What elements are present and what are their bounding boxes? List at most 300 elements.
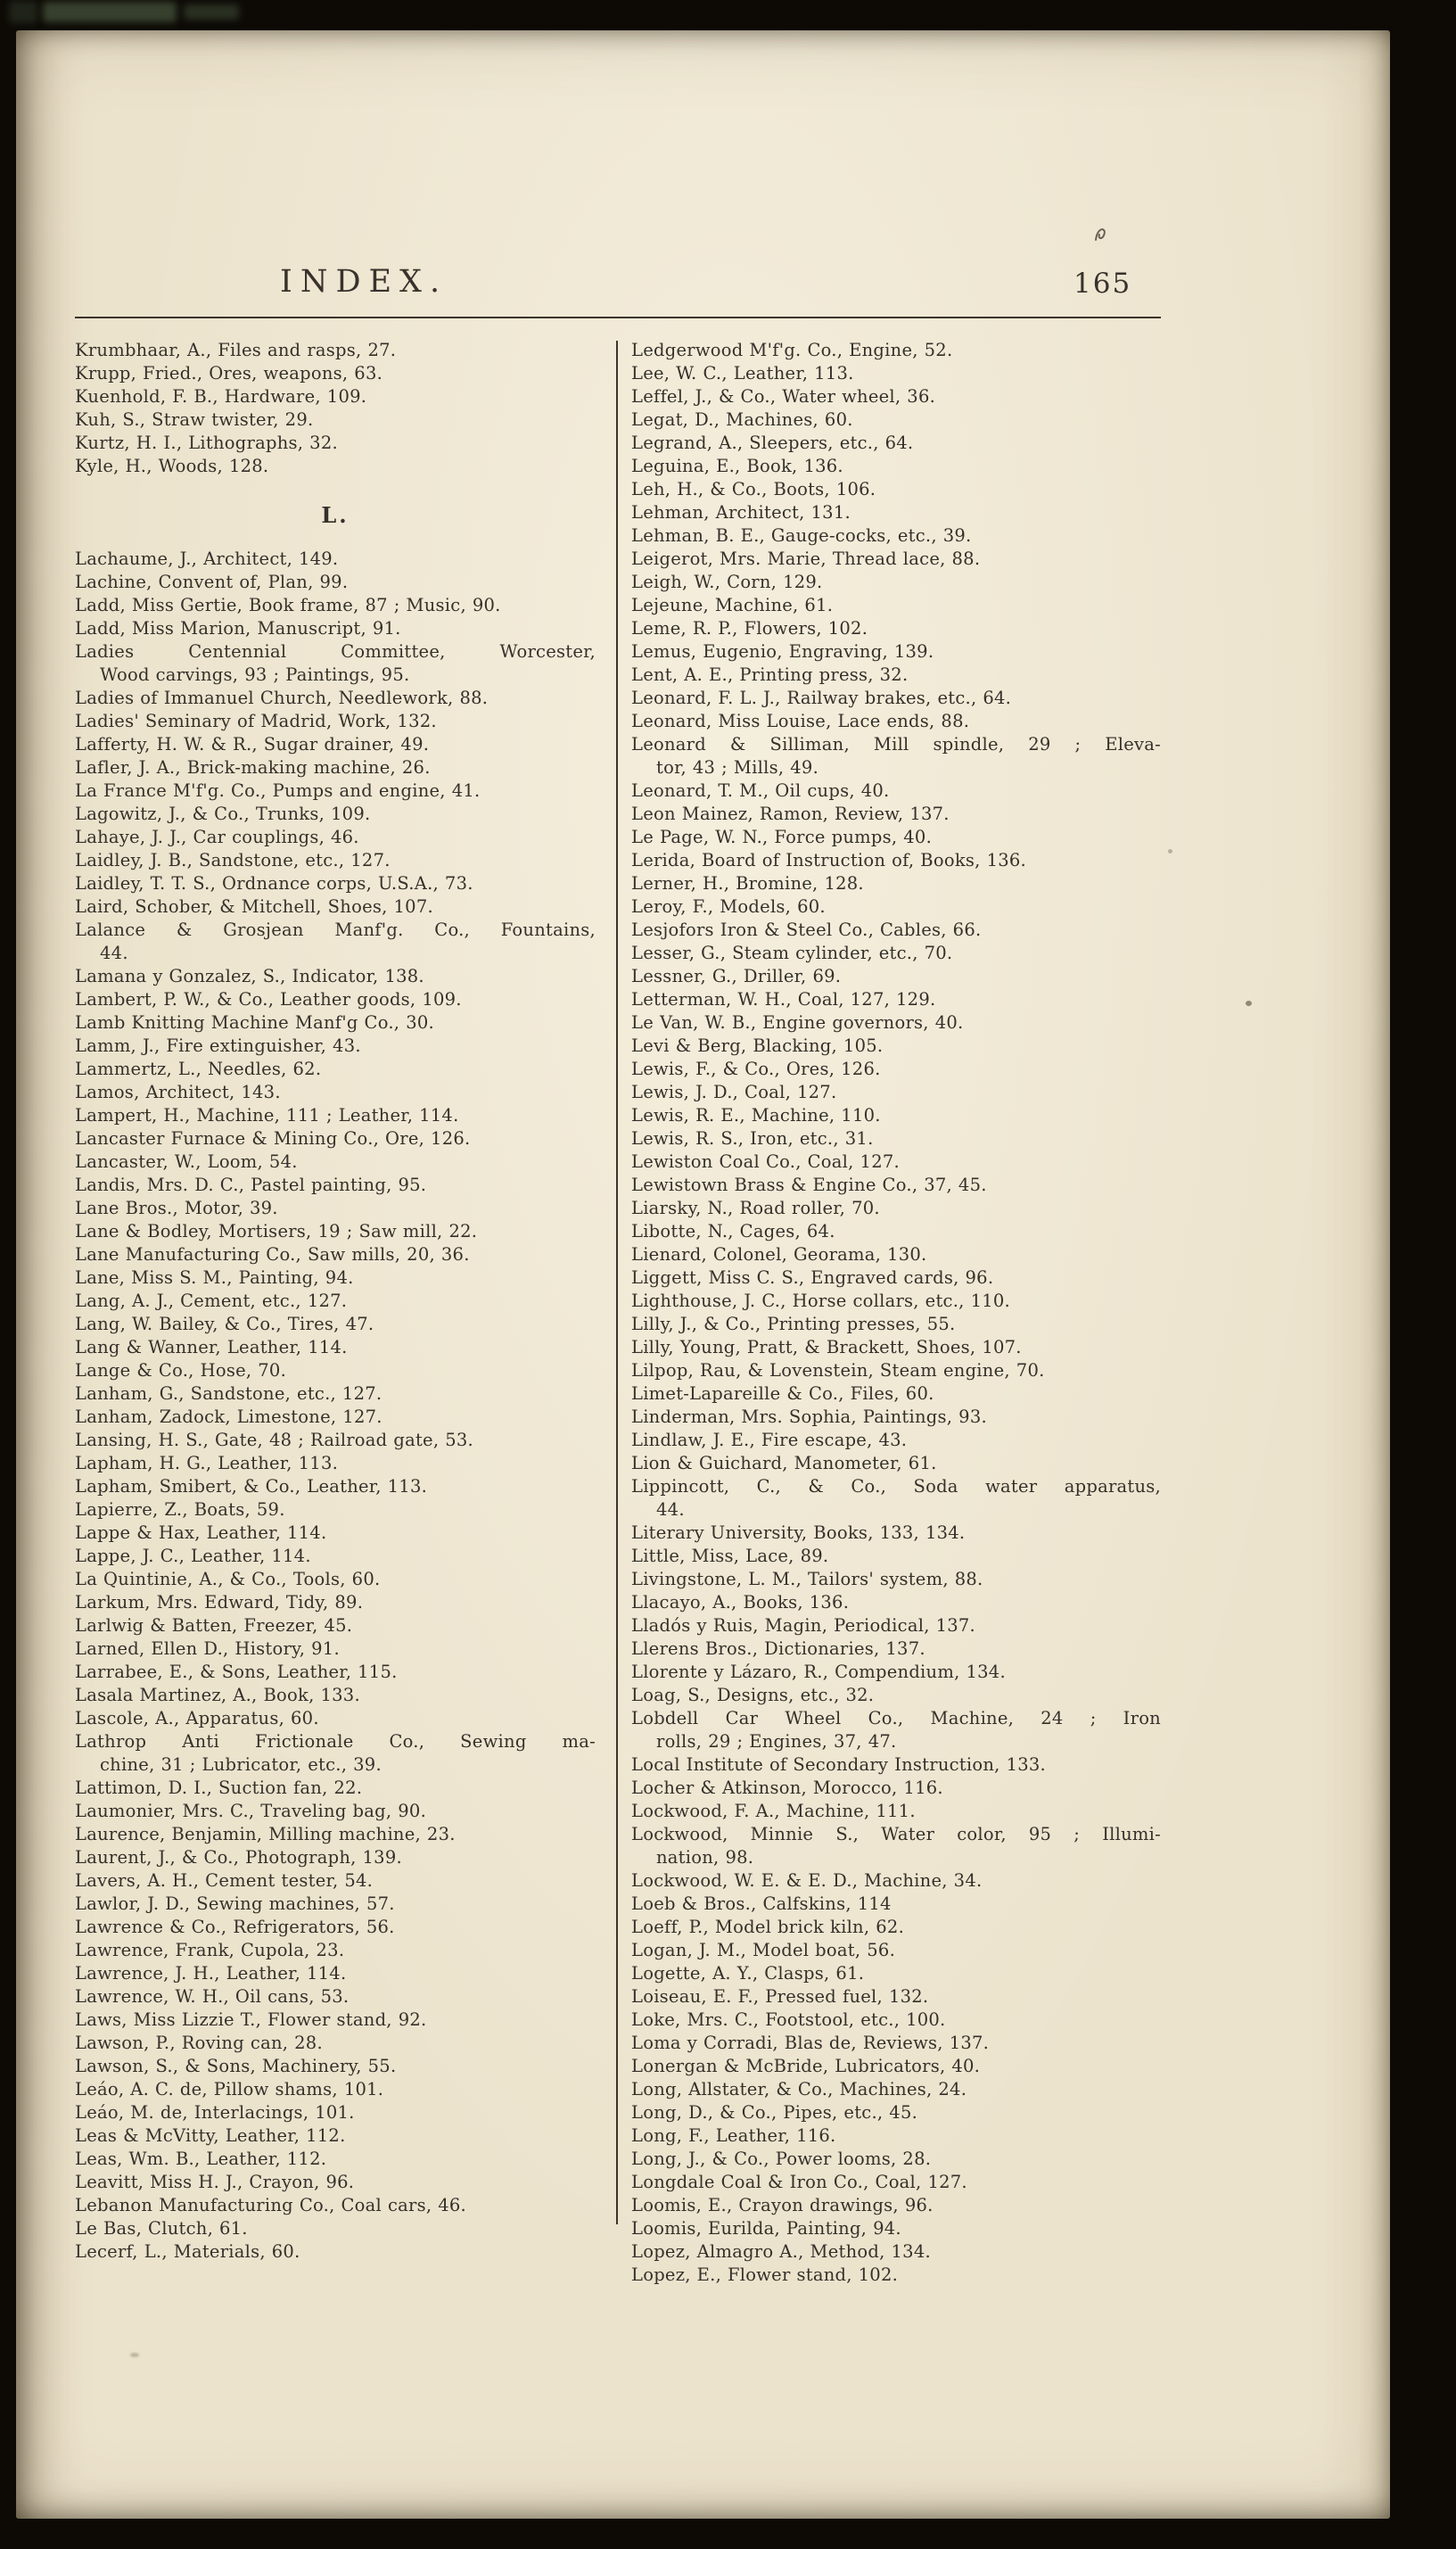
index-entry	[75, 756, 596, 780]
index-entry	[631, 1522, 1161, 1545]
index-entry-line: Lewis, F., & Co., Ores, 126.	[631, 1059, 881, 1079]
index-entry-line: Long, D., & Co., Pipes, etc., 45.	[631, 2102, 918, 2123]
index-entry-line: Lilly, J., & Co., Printing presses, 55.	[631, 1314, 956, 1334]
header-rule	[75, 317, 1161, 318]
index-entry-line: Le Page, W. N., Force pumps, 40.	[631, 827, 933, 847]
index-column-left	[75, 339, 596, 2264]
index-entry	[631, 1823, 1161, 1869]
index-entry-line: Lockwood, F. A., Machine, 111.	[631, 1801, 916, 1821]
index-entry-line: Laird, Schober, & Mitchell, Shoes, 107.	[75, 896, 433, 917]
index-entry-line: Lanham, G., Sandstone, etc., 127.	[75, 1383, 383, 1404]
index-entry-line: Lewis, R. E., Machine, 110.	[631, 1105, 881, 1126]
index-entry-line: Kurtz, H. I., Lithographs, 32.	[75, 433, 338, 453]
index-entry-line: Lawrence, J. H., Leather, 114.	[75, 1963, 347, 1984]
index-entry	[75, 1985, 596, 2009]
index-entries-l-left	[75, 548, 596, 2264]
index-entry	[75, 2217, 596, 2240]
index-entry-line: Llerens Bros., Dictionaries, 137.	[631, 1638, 925, 1659]
index-entry	[75, 1661, 596, 1684]
index-entry	[631, 362, 1161, 385]
index-entry-line: Long, J., & Co., Power looms, 28.	[631, 2149, 932, 2169]
index-entry-line: Lawrence & Co., Refrigerators, 56.	[75, 1917, 395, 1937]
index-entry	[75, 2078, 596, 2101]
index-entry-line: Lapham, Smibert, & Co., Leather, 113.	[75, 1476, 428, 1497]
index-entry	[631, 733, 1161, 780]
index-entry-line: Lindlaw, J. E., Fire escape, 43.	[631, 1430, 908, 1450]
index-entry	[75, 1637, 596, 1661]
index-entry-line: Liarsky, N., Road roller, 70.	[631, 1198, 880, 1218]
index-entry	[631, 1893, 1161, 1916]
index-entry-line: Lancaster Furnace & Mining Co., Ore, 126.	[75, 1128, 471, 1149]
index-entry-line: Lascole, A., Apparatus, 60.	[75, 1708, 319, 1728]
paper-speck	[1246, 1001, 1252, 1006]
index-entry	[75, 1313, 596, 1336]
index-entry-line: Loiseau, E. F., Pressed fuel, 132.	[631, 1986, 929, 2007]
index-entry-line: Letterman, W. H., Coal, 127, 129.	[631, 989, 936, 1010]
index-entry-line: Ladd, Miss Marion, Manuscript, 91.	[75, 618, 401, 639]
index-entry	[75, 1846, 596, 1869]
index-entry	[631, 1313, 1161, 1336]
index-entry	[631, 1614, 1161, 1637]
index-entry	[75, 1707, 596, 1730]
index-entry-line: Lancaster, W., Loom, 54.	[75, 1151, 298, 1172]
index-entry-line: Kyle, H., Woods, 128.	[75, 456, 269, 476]
index-entry	[631, 524, 1161, 548]
index-entry	[631, 1800, 1161, 1823]
index-entry-line: Local Institute of Secondary Instruction, 133.	[631, 1754, 1046, 1775]
index-entry	[75, 455, 596, 478]
index-entry-line: Wood carvings, 93 ; Paintings, 95.	[100, 664, 410, 685]
index-entry	[75, 1127, 596, 1151]
index-entry-line: Lappe, J. C., Leather, 114.	[75, 1546, 311, 1566]
index-entry-line: Le Bas, Clutch, 61.	[75, 2218, 248, 2239]
index-entry	[75, 2009, 596, 2032]
index-entry	[631, 1266, 1161, 1290]
index-entry-line: Lasala Martinez, A., Book, 133.	[75, 1685, 360, 1705]
index-entry-line: Leonard & Silliman, Mill spindle, 29 ; Eleva-	[631, 734, 1161, 755]
index-entry-line: Levi & Berg, Blacking, 105.	[631, 1035, 884, 1056]
index-entry-line: Lobdell Car Wheel Co., Machine, 24 ; Iron	[631, 1708, 1161, 1728]
index-entry	[631, 1220, 1161, 1243]
index-entry-line: Leas & McVitty, Leather, 112.	[75, 2125, 346, 2146]
index-entry	[631, 1035, 1161, 1058]
index-entry	[631, 710, 1161, 733]
index-entry	[75, 1035, 596, 1058]
index-entry-line: Lawlor, J. D., Sewing machines, 57.	[75, 1893, 395, 1914]
index-entry-line: Larkum, Mrs. Edward, Tidy, 89.	[75, 1592, 364, 1613]
index-entry	[631, 1290, 1161, 1313]
index-entry	[631, 1568, 1161, 1591]
index-entry-line: Lent, A. E., Printing press, 32.	[631, 664, 909, 685]
index-entry	[631, 2032, 1161, 2055]
index-entry	[75, 432, 596, 455]
index-entry	[75, 687, 596, 710]
index-entry	[75, 965, 596, 988]
index-entry-line: Little, Miss, Lace, 89.	[631, 1546, 829, 1566]
index-entry-line: Lange & Co., Hose, 70.	[75, 1360, 287, 1381]
index-entry-line: Locher & Atkinson, Morocco, 116.	[631, 1778, 943, 1798]
index-entry-line: Leas, Wm. B., Leather, 112.	[75, 2149, 327, 2169]
page-title: INDEX.	[280, 264, 448, 300]
index-entry	[631, 1916, 1161, 1939]
index-entry-line: Lee, W. C., Leather, 113.	[631, 363, 854, 384]
index-entry-line: Lippincott, C., & Co., Soda water apparatus,	[631, 1476, 1161, 1497]
index-entry-line: Lamos, Architect, 143.	[75, 1082, 281, 1102]
index-entry-line: Lesser, G., Steam cylinder, etc., 70.	[631, 943, 953, 963]
index-entry-line: Lonergan & McBride, Lubricators, 40.	[631, 2056, 981, 2076]
index-entry-line: Linderman, Mrs. Sophia, Paintings, 93.	[631, 1406, 987, 1427]
index-entry	[75, 1591, 596, 1614]
index-entry	[75, 1916, 596, 1939]
index-entry	[75, 617, 596, 640]
index-entry-line: Leáo, M. de, Interlacings, 101.	[75, 2102, 355, 2123]
index-column-right	[631, 339, 1161, 2287]
index-entry	[631, 2217, 1161, 2240]
index-entry-line: Lapierre, Z., Boats, 59.	[75, 1499, 285, 1520]
index-entry-line: Llacayo, A., Books, 136.	[631, 1592, 850, 1613]
index-entry-line: Loke, Mrs. C., Footstool, etc., 100.	[631, 2009, 946, 2030]
index-entry	[631, 2194, 1161, 2217]
index-entry-line: Lopez, Almagro A., Method, 134.	[631, 2241, 931, 2262]
index-entry	[75, 1777, 596, 1800]
paper-speck	[130, 2353, 139, 2357]
index-entry-line: Lawrence, Frank, Cupola, 23.	[75, 1940, 345, 1960]
index-entry-line: Literary University, Books, 133, 134.	[631, 1522, 966, 1543]
index-entry-line: Lewis, J. D., Coal, 127.	[631, 1082, 837, 1102]
index-entry-line: Lagowitz, J., & Co., Trunks, 109.	[75, 804, 371, 824]
index-entry-line: Leigh, W., Corn, 129.	[631, 572, 823, 592]
index-entry	[631, 1429, 1161, 1452]
index-entry-line: Lane, Miss S. M., Painting, 94.	[75, 1267, 354, 1288]
index-entry-line: Lewis, R. S., Iron, etc., 31.	[631, 1128, 874, 1149]
index-entry	[75, 1522, 596, 1545]
index-entry	[631, 1382, 1161, 1406]
index-entry	[75, 895, 596, 919]
index-entry-line: Landis, Mrs. D. C., Pastel painting, 95.	[75, 1175, 427, 1195]
index-entry-line: Logette, A. Y., Clasps, 61.	[631, 1963, 865, 1984]
index-entry-line: Lamm, J., Fire extinguisher, 43.	[75, 1035, 361, 1056]
index-entry-line: Laidley, T. T. S., Ordnance corps, U.S.A., 73.	[75, 873, 473, 894]
index-entry-line: Loeff, P., Model brick kiln, 62.	[631, 1917, 905, 1937]
index-entry	[75, 1220, 596, 1243]
index-entry	[631, 1011, 1161, 1035]
index-entry-line: Lecerf, L., Materials, 60.	[75, 2241, 300, 2262]
index-entry	[631, 339, 1161, 362]
index-entry-line: Lemus, Eugenio, Engraving, 139.	[631, 641, 934, 662]
print-through-smudge	[9, 1, 37, 23]
index-entry	[75, 1058, 596, 1081]
index-entry-line: Lilpop, Rau, & Lovenstein, Steam engine, 70.	[631, 1360, 1045, 1381]
index-entry-line: Lammertz, L., Needles, 62.	[75, 1059, 322, 1079]
index-entry	[631, 1081, 1161, 1104]
index-entry	[75, 1081, 596, 1104]
index-entry-line: Lerner, H., Bromine, 128.	[631, 873, 864, 894]
index-entry	[631, 2148, 1161, 2171]
index-entry-line: Legrand, A., Sleepers, etc., 64.	[631, 433, 914, 453]
index-entry	[75, 1498, 596, 1522]
index-entry	[75, 733, 596, 756]
index-entry-line: Lejeune, Machine, 61.	[631, 595, 834, 615]
index-entry	[75, 2148, 596, 2171]
index-entry	[631, 664, 1161, 687]
index-entry	[631, 872, 1161, 895]
index-entry-line: Lockwood, W. E. & E. D., Machine, 34.	[631, 1870, 983, 1891]
index-entry-line: Larrabee, E., & Sons, Leather, 115.	[75, 1662, 398, 1682]
index-entry-line: Lamb Knitting Machine Manf'g Co., 30.	[75, 1012, 434, 1033]
index-entry-line: Laidley, J. B., Sandstone, etc., 127.	[75, 850, 391, 870]
index-entry-line: Lalance & Grosjean Manf'g. Co., Fountains,	[75, 920, 596, 940]
index-entry	[75, 2124, 596, 2148]
index-entry-line: Lambert, P. W., & Co., Leather goods, 109.	[75, 989, 462, 1010]
index-entry	[631, 895, 1161, 919]
index-entries-l-right	[631, 339, 1161, 2287]
index-entry-line: Ladies of Immanuel Church, Needlework, 88.	[75, 688, 489, 708]
index-entry	[75, 826, 596, 849]
index-entry	[75, 1243, 596, 1266]
index-entry	[631, 1684, 1161, 1707]
index-entry	[75, 872, 596, 895]
index-entry-line: Limet-Lapareille & Co., Files, 60.	[631, 1383, 934, 1404]
index-entry-line: Leigerot, Mrs. Marie, Thread lace, 88.	[631, 549, 981, 569]
index-entry	[631, 1151, 1161, 1174]
index-entry-line: Lane Bros., Motor, 39.	[75, 1198, 278, 1218]
index-entry	[631, 1545, 1161, 1568]
index-entry-line: Loomis, E., Crayon drawings, 96.	[631, 2195, 934, 2215]
index-entry	[75, 710, 596, 733]
index-entry	[75, 1197, 596, 1220]
section-heading-l: L.	[321, 502, 350, 528]
index-entry-line: Lang, W. Bailey, & Co., Tires, 47.	[75, 1314, 374, 1334]
index-entry	[75, 1011, 596, 1035]
index-entry-line: Laumonier, Mrs. C., Traveling bag, 90.	[75, 1801, 427, 1821]
index-entry	[75, 1336, 596, 1359]
index-entry	[631, 1336, 1161, 1359]
index-entry-line: Livingstone, L. M., Tailors' system, 88.	[631, 1569, 983, 1589]
index-entry	[75, 1359, 596, 1382]
index-entry-line: Leme, R. P., Flowers, 102.	[631, 618, 868, 639]
index-entry-line: Long, F., Leather, 116.	[631, 2125, 836, 2146]
index-entry-line: Leh, H., & Co., Boots, 106.	[631, 479, 876, 499]
index-entry-line: Kuenhold, F. B., Hardware, 109.	[75, 386, 367, 407]
index-entry	[631, 965, 1161, 988]
index-entry	[631, 1637, 1161, 1661]
index-entry	[631, 478, 1161, 501]
index-entry	[631, 1707, 1161, 1753]
index-entry	[631, 455, 1161, 478]
index-entry	[75, 1266, 596, 1290]
index-entry	[631, 988, 1161, 1011]
index-entry	[75, 988, 596, 1011]
index-entry	[75, 803, 596, 826]
index-entry	[75, 2240, 596, 2264]
index-entry	[631, 2171, 1161, 2194]
index-entry-line: Lang, A. J., Cement, etc., 127.	[75, 1291, 348, 1311]
index-entry	[75, 362, 596, 385]
index-entry-line: 44.	[100, 943, 128, 963]
index-entry-line: Lane & Bodley, Mortisers, 19 ; Saw mill, 22.	[75, 1221, 478, 1242]
index-entry-line: Libotte, N., Cages, 64.	[631, 1221, 835, 1242]
index-entry	[75, 1614, 596, 1637]
index-entry	[631, 640, 1161, 664]
index-entry	[75, 1151, 596, 1174]
index-entry-line: Legat, D., Machines, 60.	[631, 409, 853, 430]
index-entry	[631, 1777, 1161, 1800]
index-entry	[631, 1591, 1161, 1614]
index-entry	[75, 1800, 596, 1823]
index-entry-line: Lienard, Colonel, Georama, 130.	[631, 1244, 927, 1265]
index-entry	[75, 919, 596, 965]
index-entry	[75, 1104, 596, 1127]
index-entry-line: Laurence, Benjamin, Milling machine, 23.	[75, 1824, 456, 1844]
index-entry-line: Long, Allstater, & Co., Machines, 24.	[631, 2079, 967, 2099]
index-entry-line: Longdale Coal & Iron Co., Coal, 127.	[631, 2172, 967, 2192]
index-entry	[631, 1174, 1161, 1197]
index-entry-line: Ladies Centennial Committee, Worcester,	[75, 641, 596, 662]
index-entry-line: Lebanon Manufacturing Co., Coal cars, 46.	[75, 2195, 466, 2215]
index-entry	[75, 1290, 596, 1313]
index-entry	[631, 942, 1161, 965]
index-entry-line: Lilly, Young, Pratt, & Brackett, Shoes, 107.	[631, 1337, 1022, 1357]
index-entry-line: La France M'f'g. Co., Pumps and engine, 41.	[75, 780, 481, 801]
index-entry-line: chine, 31 ; Lubricator, etc., 39.	[100, 1754, 382, 1775]
index-entry-line: Krupp, Fried., Ores, weapons, 63.	[75, 363, 383, 384]
index-entry-line: Lansing, H. S., Gate, 48 ; Railroad gate, 53.	[75, 1430, 473, 1450]
index-entry-line: Lawson, P., Roving can, 28.	[75, 2033, 323, 2053]
index-entry-line: Liggett, Miss C. S., Engraved cards, 96.	[631, 1267, 994, 1288]
index-entry	[75, 594, 596, 617]
index-entry	[631, 2101, 1161, 2124]
index-entry-line: Lopez, E., Flower stand, 102.	[631, 2264, 899, 2285]
page-number: 165	[1073, 268, 1132, 300]
index-entry-line: Leáo, A. C. de, Pillow shams, 101.	[75, 2079, 384, 2099]
index-entry-line: Lawson, S., & Sons, Machinery, 55.	[75, 2056, 397, 2076]
index-entry-line: Lafler, J. A., Brick-making machine, 26.	[75, 757, 431, 778]
index-entry-line: Lampert, H., Machine, 111 ; Leather, 114.	[75, 1105, 459, 1126]
index-entry	[631, 385, 1161, 408]
index-entry-line: Lachaume, J., Architect, 149.	[75, 549, 339, 569]
index-entry	[631, 919, 1161, 942]
index-entry	[75, 1406, 596, 1429]
index-entry	[75, 1823, 596, 1846]
index-entry	[631, 1939, 1161, 1962]
index-entry	[75, 780, 596, 803]
index-entry-line: Lion & Guichard, Manometer, 61.	[631, 1453, 937, 1473]
index-entry-line: Lerida, Board of Instruction of, Books, 136.	[631, 850, 1026, 870]
index-entry	[75, 1939, 596, 1962]
index-entry	[75, 1475, 596, 1498]
index-entry	[631, 849, 1161, 872]
index-entry-line: Lewistown Brass & Engine Co., 37, 45.	[631, 1175, 987, 1195]
index-entry-line: Lamana y Gonzalez, S., Indicator, 138.	[75, 966, 424, 986]
index-entry-line: Lessner, G., Driller, 69.	[631, 966, 842, 986]
index-entry	[631, 501, 1161, 524]
index-entry	[631, 2009, 1161, 2032]
index-entry-line: Lane Manufacturing Co., Saw mills, 20, 36.	[75, 1244, 470, 1265]
index-entry-line: Lehman, B. E., Gauge-cocks, etc., 39.	[631, 525, 972, 546]
index-entry	[631, 2264, 1161, 2287]
index-entry-line: Lockwood, Minnie S., Water color, 95 ; Illumi-	[631, 1824, 1161, 1844]
index-entry-line: Lapham, H. G., Leather, 113.	[75, 1453, 339, 1473]
index-entry	[75, 408, 596, 432]
index-entry	[631, 1985, 1161, 2009]
index-entry-line: rolls, 29 ; Engines, 37, 47.	[656, 1731, 897, 1752]
index-entry	[75, 2194, 596, 2217]
index-entry	[631, 617, 1161, 640]
print-through-smudge	[43, 2, 177, 22]
index-entries-k	[75, 339, 596, 478]
index-entry-line: tor, 43 ; Mills, 49.	[656, 757, 819, 778]
index-entry	[631, 408, 1161, 432]
index-entry	[631, 687, 1161, 710]
index-entry-line: Leguina, E., Book, 136.	[631, 456, 843, 476]
index-entry	[75, 385, 596, 408]
index-entry	[631, 1452, 1161, 1475]
index-entry	[75, 1869, 596, 1893]
index-entry-line: Ladies' Seminary of Madrid, Work, 132.	[75, 711, 437, 731]
index-entry-line: Laws, Miss Lizzie T., Flower stand, 92.	[75, 2009, 427, 2030]
index-entry-line: Le Van, W. B., Engine governors, 40.	[631, 1012, 964, 1033]
index-entry-line: La Quintinie, A., & Co., Tools, 60.	[75, 1569, 381, 1589]
index-entry-line: Lewiston Coal Co., Coal, 127.	[631, 1151, 900, 1172]
index-entry	[75, 1962, 596, 1985]
index-entry	[75, 1545, 596, 1568]
index-entry-line: Larned, Ellen D., History, 91.	[75, 1638, 340, 1659]
book-page	[16, 30, 1390, 2519]
index-entry-line: Lafferty, H. W. & R., Sugar drainer, 49.	[75, 734, 430, 755]
index-entry	[631, 2240, 1161, 2264]
index-columns	[75, 339, 1161, 2497]
index-entry	[631, 826, 1161, 849]
index-entry-line: Larlwig & Batten, Freezer, 45.	[75, 1615, 353, 1636]
index-entry-line: Lesjofors Iron & Steel Co., Cables, 66.	[631, 920, 982, 940]
index-entry	[75, 640, 596, 687]
index-entry	[75, 1382, 596, 1406]
index-entry	[631, 1753, 1161, 1777]
index-entry-line: Kuh, S., Straw twister, 29.	[75, 409, 314, 430]
index-entry	[75, 2171, 596, 2194]
index-entry	[631, 803, 1161, 826]
index-entry	[631, 1962, 1161, 1985]
index-entry	[631, 1359, 1161, 1382]
index-entry	[631, 1475, 1161, 1522]
index-entry-line: Leroy, F., Models, 60.	[631, 896, 826, 917]
index-entry	[75, 1730, 596, 1777]
index-entry-line: Lanham, Zadock, Limestone, 127.	[75, 1406, 383, 1427]
index-entry-line: nation, 98.	[656, 1847, 754, 1868]
index-entry-line: Laurent, J., & Co., Photograph, 139.	[75, 1847, 402, 1868]
index-entry	[631, 548, 1161, 571]
index-entry-line: Ledgerwood M'f'g. Co., Engine, 52.	[631, 340, 953, 360]
index-entry	[75, 1429, 596, 1452]
index-entry-line: Leonard, T. M., Oil cups, 40.	[631, 780, 890, 801]
index-entry-line: Lahaye, J. J., Car couplings, 46.	[75, 827, 359, 847]
index-entry	[631, 2078, 1161, 2101]
index-entry	[75, 2101, 596, 2124]
index-entry-line: Loma y Corradi, Blas de, Reviews, 137.	[631, 2033, 990, 2053]
index-entry-line: Loag, S., Designs, etc., 32.	[631, 1685, 875, 1705]
index-entry	[631, 1406, 1161, 1429]
index-entry-line: Loeb & Bros., Calfskins, 114	[631, 1893, 892, 1914]
index-entry	[631, 2055, 1161, 2078]
index-entry-line: Lachine, Convent of, Plan, 99.	[75, 572, 349, 592]
index-entry	[75, 548, 596, 571]
index-entry	[75, 849, 596, 872]
index-entry-line: Lehman, Architect, 131.	[631, 502, 851, 523]
index-entry	[75, 1568, 596, 1591]
index-entry	[75, 2032, 596, 2055]
index-entry-line: Logan, J. M., Model boat, 56.	[631, 1940, 896, 1960]
index-entry-line: 44.	[656, 1499, 685, 1520]
